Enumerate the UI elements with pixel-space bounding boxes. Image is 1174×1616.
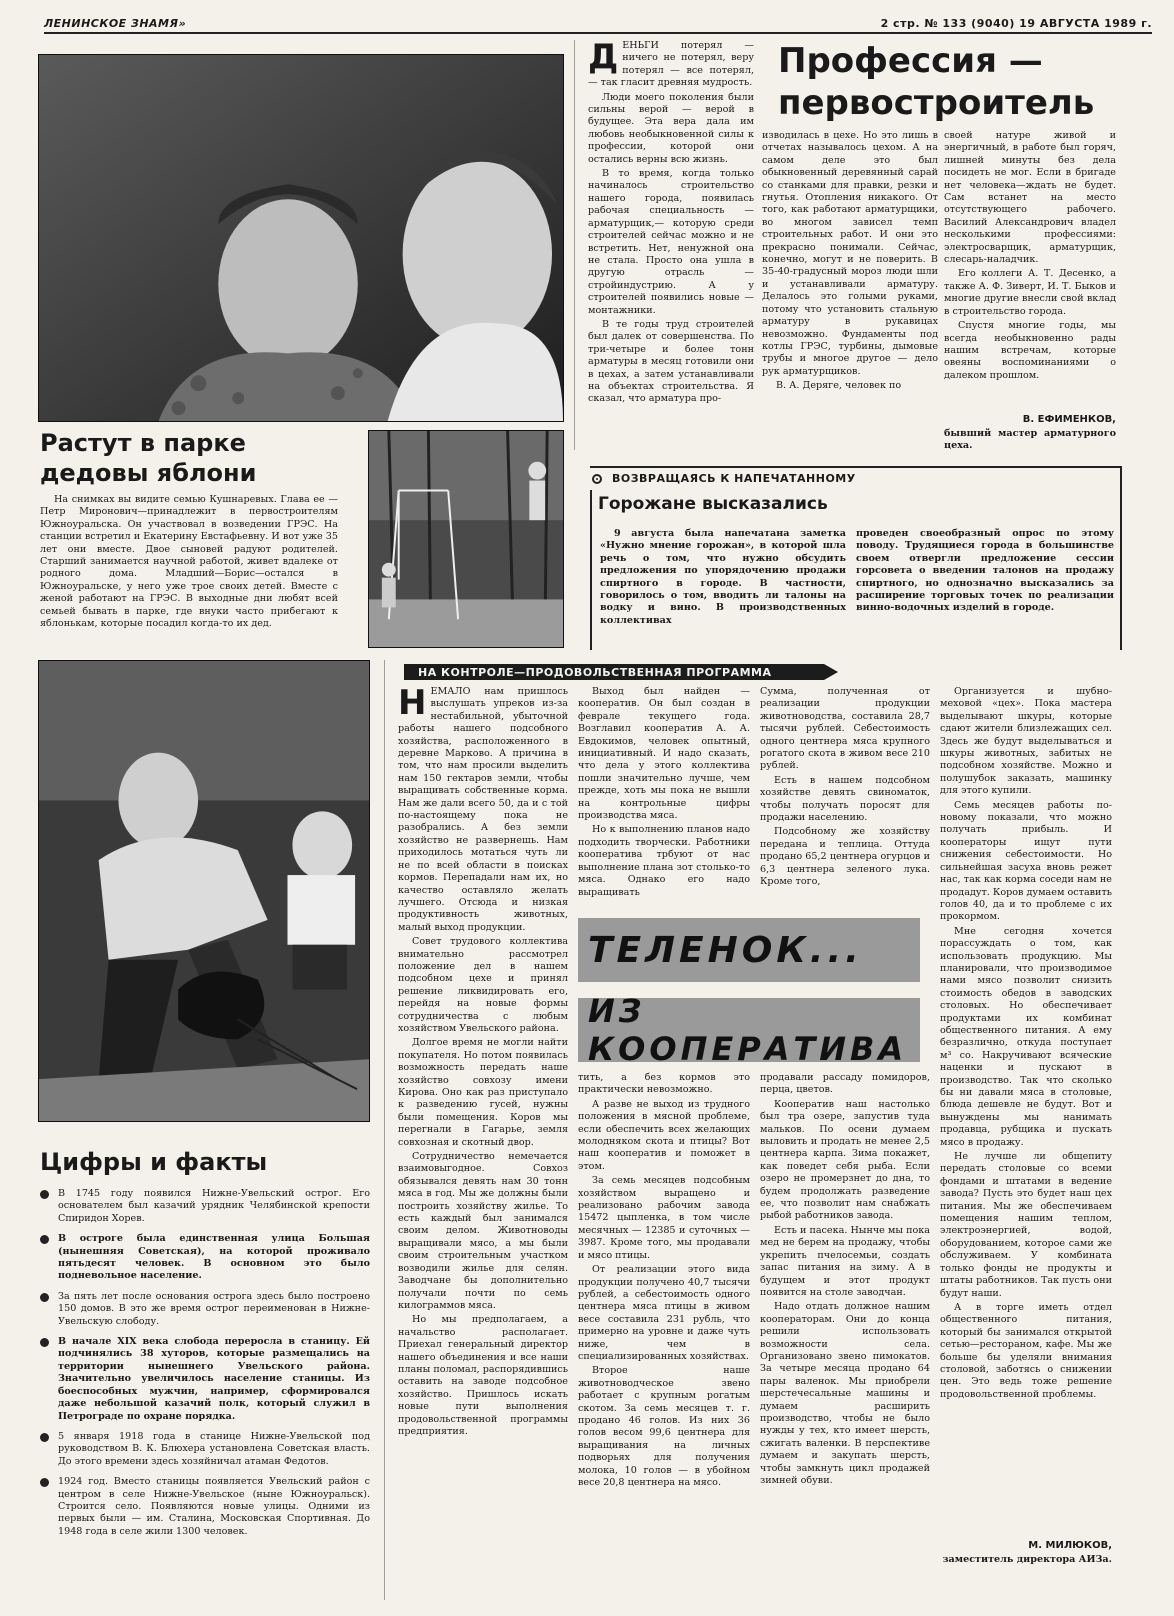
- profession-intro: ЕНЬГИ потерял — ничего не потерял, веру потерял — все потерял, — так гласит древняя мудрость.: [588, 40, 754, 89]
- calf-title-box-2: [578, 992, 920, 1068]
- profession-signature-role-wrap: [944, 428, 1116, 454]
- calf-col1: НЕМАЛО нам пришлось выслушать упреков из-за нестабильной, убыточной работы нашего подсобного хозяйства, расположенного в деревне Марково. А причина в том, что нам просили выделить нам 150 гектаров земли, чтобы выращивать собственные корма. Нам же дали всего 50, да и с той по-настоящему пока не разобрались. А без земли хозяйство не развернешь. Нам приходилось мотаться чуть ли не по всей области в поисках кормов. Перепадали нам их, но качество оставляло желать лучшего. Отсюда и низкая продуктивность животных, малый выход продукции. Совет трудового коллектива внимательно рассмотрел положение дел в нашем подсобном цехе и принял решение ликвидировать его, перейдя на новые формы сотрудничества с любым хозяйством Увельского района. Долгое время не могли найти покупателя. Но потом появилась возможность передать наше хозяйство совхозу имени Кирова. Оно как раз приступало к разведению гусей, нужны были помещения. Коров мы перегнали в Гагарье, земля совхозная и скотный двор. Сотрудничество немечается взаимовыгодное. Совхоз обязывался девять нам 30 тонн мяса в год. Мы же должны были построить хозяйству жилье. То есть каждый был занимался своим делом. Животноводы выращивали мясо, а мы были своим строительным участком возводили жилье для селян. Заводчане бы дополнительно получали почти по семь килограммов мяса. Но мы предполагаем, а начальство располагает. Приехал генеральный директор нашего объединения и все наши планы поломал, распорядившись оставить на заводе подсобное хозяйство. Пришлось искать новые пути выполнения продовольственной программы предприятия.: [398, 686, 568, 1437]
- citizens-rubric: ВОЗВРАЩАЯСЬ К НАПЕЧАТАННОМУ: [612, 472, 856, 485]
- profession-signature-name: В. ЕФИМЕНКОВ,: [1022, 414, 1116, 425]
- profession-col2-p2: В. А. Деряге, человек по: [776, 380, 902, 392]
- paper-name: ЛЕНИНСКОЕ ЗНАМЯ»: [44, 17, 187, 30]
- citizens-box-right: [1120, 466, 1122, 650]
- profession-col2-p1: изводилась в цехе. Но это лишь в отчетах называлось цехом. А на самом деле это был обыкновенный деревянный сарай со станками для правки, резки и гнутья. Отопления никакого. От того, как работают арматурщики, во многом зависел темп строительных работ. И они это прекрасно понимали. Сейчас, конечно, могут и не поверить. В 35-40-градусный мороз люди шли и устанавливали арматуру. Делалось это голыми руками, потому что установить стальную арматуру в рукавицах невозможно. Фундаменты под котлы ГРЭС, турбины, дымовые трубы и многое другое — дело рук арматурщиков.: [762, 130, 938, 377]
- calf-signature: [940, 1540, 1112, 1552]
- calf-title-line2: ИЗ КООПЕРАТИВА: [588, 992, 908, 1068]
- profession-col2: [762, 130, 938, 448]
- citizens-col1: [600, 528, 846, 648]
- calf-title-box-1: [578, 918, 920, 982]
- masthead: [44, 14, 1152, 34]
- fact-item: В 1745 году появился Нижне-Увельский острог. Его основателем был казачий урядник Челябинской крепости Спиридон Хорев.: [40, 1188, 370, 1225]
- citizens-title: Горожане высказались: [598, 494, 828, 514]
- calf-rubric-banner: [404, 664, 824, 680]
- calf-signature-role: заместитель директора АИЗа.: [942, 1554, 1112, 1565]
- profession-title-line1: Профессия —: [778, 41, 1043, 81]
- facts-list: [40, 1188, 370, 1546]
- calf-col3-bottom: продавали рассаду помидоров, перца, цветов. Кооператив наш настолько был тра озере, запустив туда мальков. По осени думаем выловить и продать не менее 2,5 центнера карпа. Зима покажет, как поведет себя рыба. Если озеро не промерзнет до дна, то будем продолжать разведение ее, что позволит нам снабжать рыбой работников завода. Есть и пасека. Нынче мы пока мед не берем на продажу, чтобы укрепить пчелосемьи, создать запас питания на зиму. А в будущем и этот продукт появится на столе заводчан. Надо отдать должное нашим кооператорам. Они до конца решили использовать возможности села. Организовано звено пимокатов. За четыре месяца продано 64 пары валенок. Мы приобрели шерстечесальные машины и думаем расширить производство, чтобы не было нужды у тех, кто имеет шерсть, сжигать валенки. В перспективе думаем и закупать шерсть, чтобы замкнуть цикл продажей зимней обуви.: [760, 1072, 930, 1486]
- citizens-bullet-icon: [592, 474, 602, 484]
- fact-bullet-icon: [40, 1338, 49, 1347]
- parents-body: [40, 494, 338, 654]
- fact-bullet-icon: [40, 1190, 49, 1199]
- profession-col1-p2: В то время, когда только начиналось строительство нашего города, появилась рабочая специальность — арматурщик,— которую среди строителей сейчас можно и не встретить. Нет, ненужной она не стала. Просто она ушла в другую отрасль — стройиндустрию. А у строителей появились новые — монтажники.: [588, 168, 754, 316]
- profession-signature-role: бывший мастер арматурного цеха.: [944, 428, 1116, 452]
- calf-signature-role-wrap: [940, 1554, 1112, 1582]
- fact-bullet-icon: [40, 1293, 49, 1302]
- fact-item: За пять лет после основания острога здесь было построено 150 домов. В это же время острог переименован в Нижне-Увельскую слободу.: [40, 1291, 370, 1328]
- parents-title: Растут в парке дедовы яблони: [40, 429, 257, 487]
- calf-col2-top: Выход был найден — кооператив. Он был создан в феврале текущего года. Возглавил кооператив А. А. Евдокимов, человек опытный, инициативный. И надо сказать, что дела у этого коллектива пошли значительно лучше, чем прежде, хоть мы пока не вышли на контрольные цифры производства мяса. Но к выполнению планов надо подходить творчески. Работники кооператива трбуют от нас выполнение плана зот столько-то мяса. Однако его надо выращивать: [578, 686, 750, 898]
- calf-col3-top: Сумма, полученная от реализации продукции животноводства, составила 28,7 тысячи рублей. Себестоимость одного центнера мяса крупного рогатого скота в живом весе 210 рублей. Есть в нашем подсобном хозяйстве девять свиноматок, чтобы получать поросят для продажи населению. Подсобному же хозяйству передана и теплица. Оттуда продано 65,2 центнера огурцов и 6,3 центнера зеленого лука. Кроме того,: [760, 686, 930, 888]
- issue-info: 2 стр. № 133 (9040) 19 АВГУСТА 1989 г.: [880, 17, 1152, 30]
- profession-col3-p1: своей натуре живой и энергичный, в работе был горяч, лишней минуты без дела посидеть не мог. Если в бригаде нет человека—ждать не будет. Сам встанет на место отсутствующего рабочего. Василий Александрович владел несколькими профессиями: электросварщик, арматурщик, слесарь-наладчик.: [944, 130, 1116, 266]
- fact-bullet-icon: [40, 1235, 49, 1244]
- parents-body-text: На снимках вы видите семью Кушнаревых. Глава ее — Петр Миронович—принадлежит в первостроителям Южноуральска. Он участвовал в возведении ГРЭС. На станции встретил и Екатерину Евстафьевну. И вот уже 35 лет они вместе. Двое сыновей радуют родителей. Старший занимается научной работой, живет вдалеке от родного дома. Младший—Борис—остался в Южноуральске, у него уже трое своих детей. Вместе с женой работают на ГРЭС. В выходные дни любят всей семьей бывать в парке, где внуки часто прибегают к яблонькам, которые посадил когда-то их дед.: [40, 494, 338, 630]
- citizens-top-rule: [590, 466, 1122, 468]
- profession-col1-p3: В те годы труд строителей был далек от совершенства. По три-четыре и более тонн арматуры в месяц готовили они в цехах, а затем устанавливали на объектах строительства. Я сказал, что арматура про-: [588, 318, 754, 405]
- facts-title: Цифры и факты: [40, 1148, 268, 1176]
- profession-title-line2: первостроитель: [778, 83, 1095, 123]
- column-rule: [574, 40, 575, 450]
- calf-col2-bottom: тить, а без кормов это практически невозможно. А разве не выход из трудного положения в мясной проблеме, если обеспечить всех желающих молодняком скота и птицы? Вот наш кооператив и поможет в этом. За семь месяцев подсобным хозяйством выращено и реализовано рабочим завода 15472 цыпленка, в том числе месячных — 12385 и суточных — 3987. Кроме того, мы продавали и мясо птицы. От реализации этого вида продукции получено 40,7 тысячи рублей, а себестоимость одного центнера мяса птицы в живом весе составила 231 рубль, что примерно на уровне и даже чуть ниже, чем в специализированных хозяйствах. Второе наше животноводческое звено работает с крупным рогатым скотом. За семь месяцев т. г. продано 46 голов. Из них 36 голов весом 99,6 центнера для выращивания на личных подворьях для получения молока, 10 голов — в убойном весе 20,8 центнера на мясо.: [578, 1072, 750, 1488]
- calf-title-line1: ТЕЛЕНОК...: [588, 929, 863, 971]
- fact-item: В остроге была единственная улица Большая (нынешняя Советская), на которой проживало пятьдесят человек. В основном это было подневольное население.: [40, 1233, 370, 1283]
- citizens-col1-text: 9 августа была напечатана заметка «Нужно мнение горожан», в которой шла речь о том, что нужно обсудить предложения по упорядочению продажи спиртного в городе. В частности, говорилось о том, вводить ли талоны на водку и вино. В производственных коллективах: [600, 528, 846, 626]
- fact-item: 1924 год. Вместо станицы появляется Увельский район с центром в селе Нижне-Увельское (ныне Южноуральск). Строится село. Появляются новые улицы. Одними из первых были — им. Сталина, Московская Спортивная. До 1948 года в селе жили 1300 человек.: [40, 1476, 370, 1538]
- profession-dropcap: Д: [588, 40, 619, 77]
- photo-swing: [368, 430, 564, 648]
- profession-col3-p3: Спустя многие годы, мы всегда необыкновенно рады нашим встречам, которые овеяны воспоминаниями о далеком прошлом.: [944, 320, 1116, 381]
- profession-title: [778, 40, 1118, 124]
- fact-bullet-icon: [40, 1478, 49, 1487]
- citizens-col2-text: проведен своеобразный опрос по этому поводу. Трудящиеся города в большинстве своем отвергли предложение сессии горсовета о введении талонов на продажу спиртного, но однозначно высказались за расширение торговых точек по реализации винно-водочных изделий в городе.: [856, 528, 1114, 614]
- fact-item: В начале XIX века слобода переросла в станицу. Ей подчинялись 38 хуторов, которые размещались на территории нынешнего Увельского района. Значительно увеличилось население станицы. Из боеспособных мужчин, например, сформировался даже небольшой казачий полк, который служил в Петрограде по охране порядка.: [40, 1336, 370, 1423]
- photo-grandfather: [38, 660, 370, 1122]
- profession-col1-p1: Люди моего поколения были сильны верой — верой в будущее. Эта вера дала им любовь необыкновенной силы к профессии, которой они остались верны всю жизнь.: [588, 91, 754, 165]
- profession-col1: [588, 40, 754, 448]
- citizens-col2: [856, 528, 1114, 648]
- calf-col4: Организуется и шубно-меховой «цех». Пока мастера выделывают шкуры, которые сдают жители близлежащих сел. Здесь же будут выделываться и шкуры животных, забитых не подсобном хозяйстве. Можно и полушубок заказать, машинку для этого купили. Семь месяцев работы по-новому показали, что можно получать прибыль. И кооператоры ищут пути снижения себестоимости. Но сильнейшая засуха вновь режет нас, так как корма соседи нам не продадут. Коров думаем оставить голов 40, да и то проблеме с их прокормом. Мне сегодня хочется порассуждать о том, как использовать продукцию. Мы планировали, что производимое нами мясо позволит снизить стоимость обедов в заводских столовых. Но обеспечивает продуктами их комбинат общественного питания. А ему безразлично, откуда поступает м³ со. Накручивают всяческие наценки и пускают в производство. Так что сколько бы ни давали мяса в столовые, блюда дешевле не будут. Вот и вынуждены мы нанимать продавца, рубщика и пускать мясо в продажу. Не лучше ли общепиту передать столовые со всеми фондами и штатами в ведение завода? Пусть это будет наш цех питания. Мы же обеспечиваем помещения нашим теплом, электроэнергией, водой, оборудованием, которое сами же обслуживаем. У комбината только фонды не продукты и штаты работников. Так пусть они будут наши. А в торге иметь отдел общественного питания, который бы занимался открытой сетью—рестораном, кафе. Мы же больше бы уделяли внимания столовой, заботясь о снижении цен. Это ведь тоже решение продовольственной проблемы.: [940, 686, 1112, 1400]
- fact-item: 5 января 1918 года в станице Нижне-Увельской под руководством В. К. Блюхера установлена Советская власть. До этого времени здесь хозяйничал атаман Федотов.: [40, 1431, 370, 1468]
- fact-bullet-icon: [40, 1433, 49, 1442]
- photo-couple: [38, 54, 564, 422]
- citizens-box-left: [590, 490, 592, 650]
- profession-signature: [944, 414, 1116, 426]
- calf-dropcap: Н: [398, 686, 427, 723]
- profession-col3-p2: Его коллеги А. Т. Десенко, а также А. Ф. Зиверт, И. Т. Быков и многие другие внесли свой вклад в строительство города.: [944, 268, 1116, 317]
- calf-rubric: НА КОНТРОЛЕ—ПРОДОВОЛЬСТВЕННАЯ ПРОГРАММА: [418, 665, 772, 679]
- calf-signature-name: М. МИЛЮКОВ,: [1028, 1540, 1112, 1551]
- profession-col3: [944, 130, 1116, 408]
- column-rule: [384, 660, 385, 1600]
